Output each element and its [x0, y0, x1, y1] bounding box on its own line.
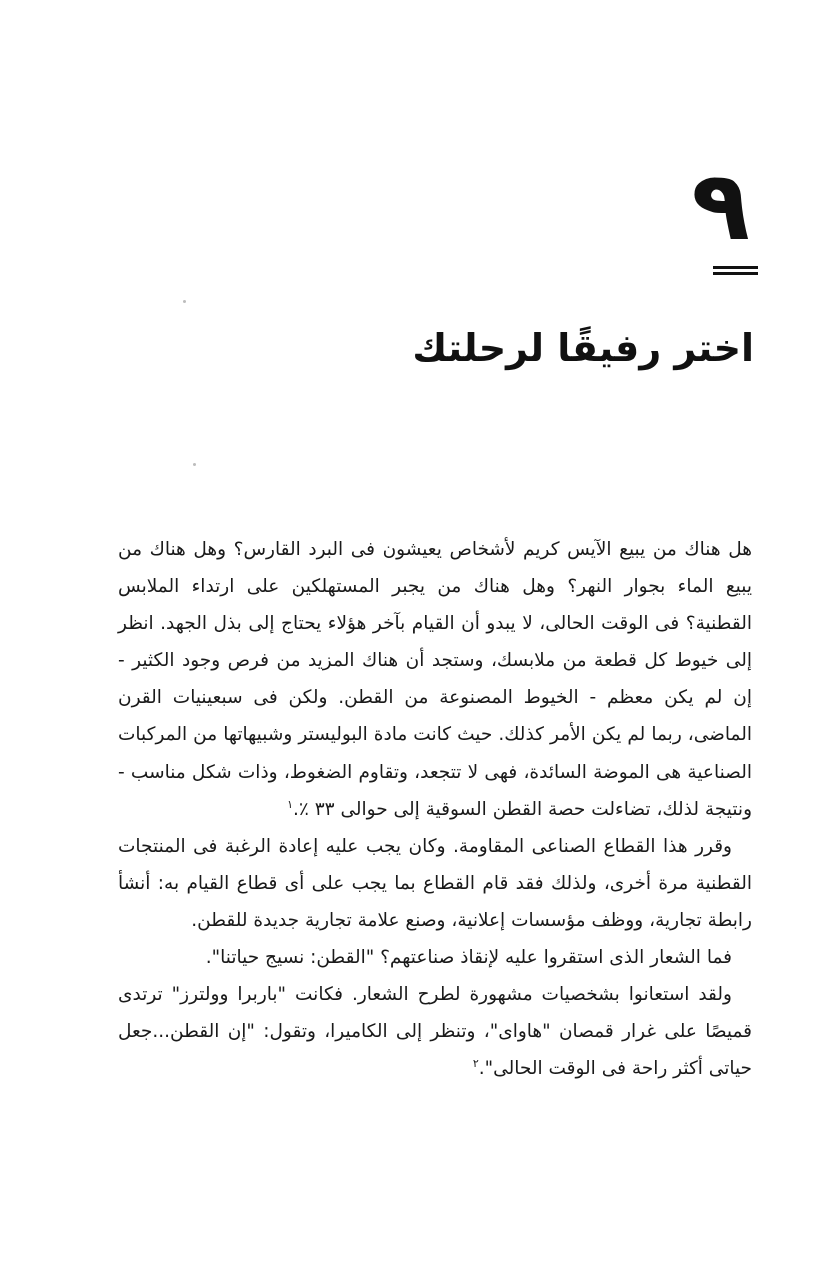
- body-paragraph: [118, 939, 752, 976]
- paragraph-text: ولقد استعانوا بشخصيات مشهورة لطرح الشعار. فكانت "باربرا وولترز" ترتدى قميصًا على غرار قمصان "هاواى"، وتنظر إلى الكاميرا، وتقول: "إن القطن...جعل حياتى أكثر راحة فى الوقت الحالى".: [118, 984, 752, 1080]
- body-paragraph: [118, 976, 752, 1087]
- chapter-body: [118, 531, 752, 1087]
- paper-speck: [193, 463, 196, 466]
- paragraph-text: هل هناك من يبيع الآيس كريم لأشخاص يعيشون فى البرد القارس؟ وهل هناك من يبيع الماء بجوار النهر؟ وهل هناك من يجبر المستهلكين على ارتداء الملابس القطنية؟ فى الوقت الحالى، لا يبدو أن القيام بآخر هؤلاء يحتاج إلى بذل الجهد. انظر إلى خيوط كل قطعة من ملابسك، وستجد أن هناك المزيد من فرص وجود الكثير - إن لم يكن معظم - الخيوط المصنوعة من القطن. ولكن فى سبعينيات القرن الماضى، ربما لم يكن الأمر كذلك. حيث كانت مادة البوليستر وشبيهاتها من المركبات الصناعية هى الموضة السائدة، فهى لا تتجعد، وتقاوم الضغوط، وذات شكل مناسب - ونتيجة لذلك، تضاءلت حصة القطن السوقية إلى حوالى ٣٣ ٪.: [118, 539, 752, 820]
- chapter-title: اختر رفيقًا لرحلتك: [412, 326, 754, 370]
- paragraph-text: فما الشعار الذى استقروا عليه لإنقاذ صناعتهم؟ "القطن: نسيج حياتنا".: [205, 947, 732, 969]
- footnote-marker: ١: [287, 797, 294, 811]
- divider-line: [713, 272, 758, 275]
- chapter-number: ٩: [691, 150, 750, 262]
- body-paragraph: [118, 828, 752, 939]
- footnote-marker: ٢: [472, 1057, 479, 1071]
- paper-speck: [183, 300, 186, 303]
- paragraph-text: وقرر هذا القطاع الصناعى المقاومة. وكان يجب عليه إعادة الرغبة فى المنتجات القطنية مرة أخرى، ولذلك فقد قام القطاع بما يجب على أى قطاع القيام به: أنشأ رابطة تجارية، ووظف مؤسسات إعلانية، وصنع علامة تجارية جديدة للقطن.: [118, 835, 752, 931]
- body-paragraph: [118, 531, 752, 828]
- divider-line: [713, 266, 758, 269]
- chapter-divider: [713, 266, 758, 275]
